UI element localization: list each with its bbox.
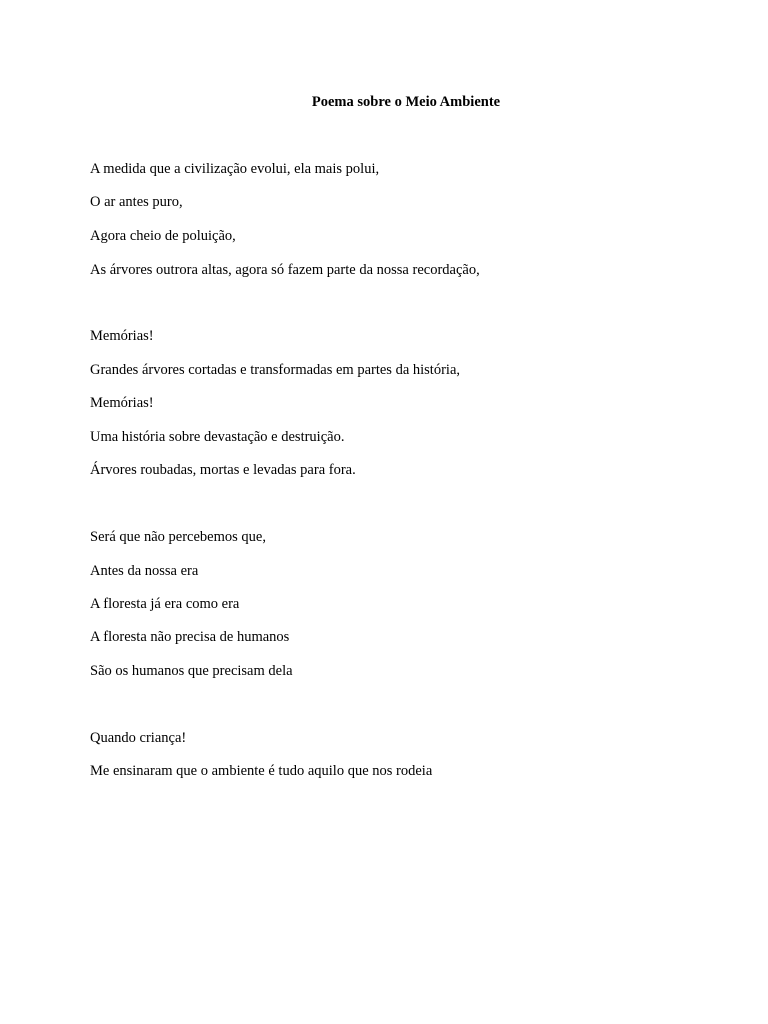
poem-line: As árvores outrora altas, agora só fazem parte da nossa recordação, (90, 262, 480, 278)
poem-line: Árvores roubadas, mortas e levadas para fora. (90, 462, 356, 478)
poem-line: Será que não percebemos que, (90, 529, 266, 545)
poem-line: O ar antes puro, (90, 194, 183, 210)
poem-line: Me ensinaram que o ambiente é tudo aquilo que nos rodeia (90, 763, 433, 779)
poem-line: Agora cheio de poluição, (90, 228, 236, 244)
poem-line: Quando criança! (90, 730, 187, 746)
poem-line: Grandes árvores cortadas e transformadas em partes da história, (90, 362, 461, 378)
page-title: Poema sobre o Meio Ambiente (311, 94, 501, 110)
poem-line: A floresta já era como era (90, 596, 240, 612)
poem-line: A floresta não precisa de humanos (90, 629, 290, 645)
poem-line: Antes da nossa era (90, 563, 199, 579)
poem-line: São os humanos que precisam dela (90, 663, 293, 679)
poem-line: Uma história sobre devastação e destruição. (90, 429, 345, 445)
poem-line: Memórias! (90, 395, 154, 411)
poem-line: A medida que a civilização evolui, ela mais polui, (90, 161, 380, 177)
poem-line: Memórias! (90, 328, 154, 344)
